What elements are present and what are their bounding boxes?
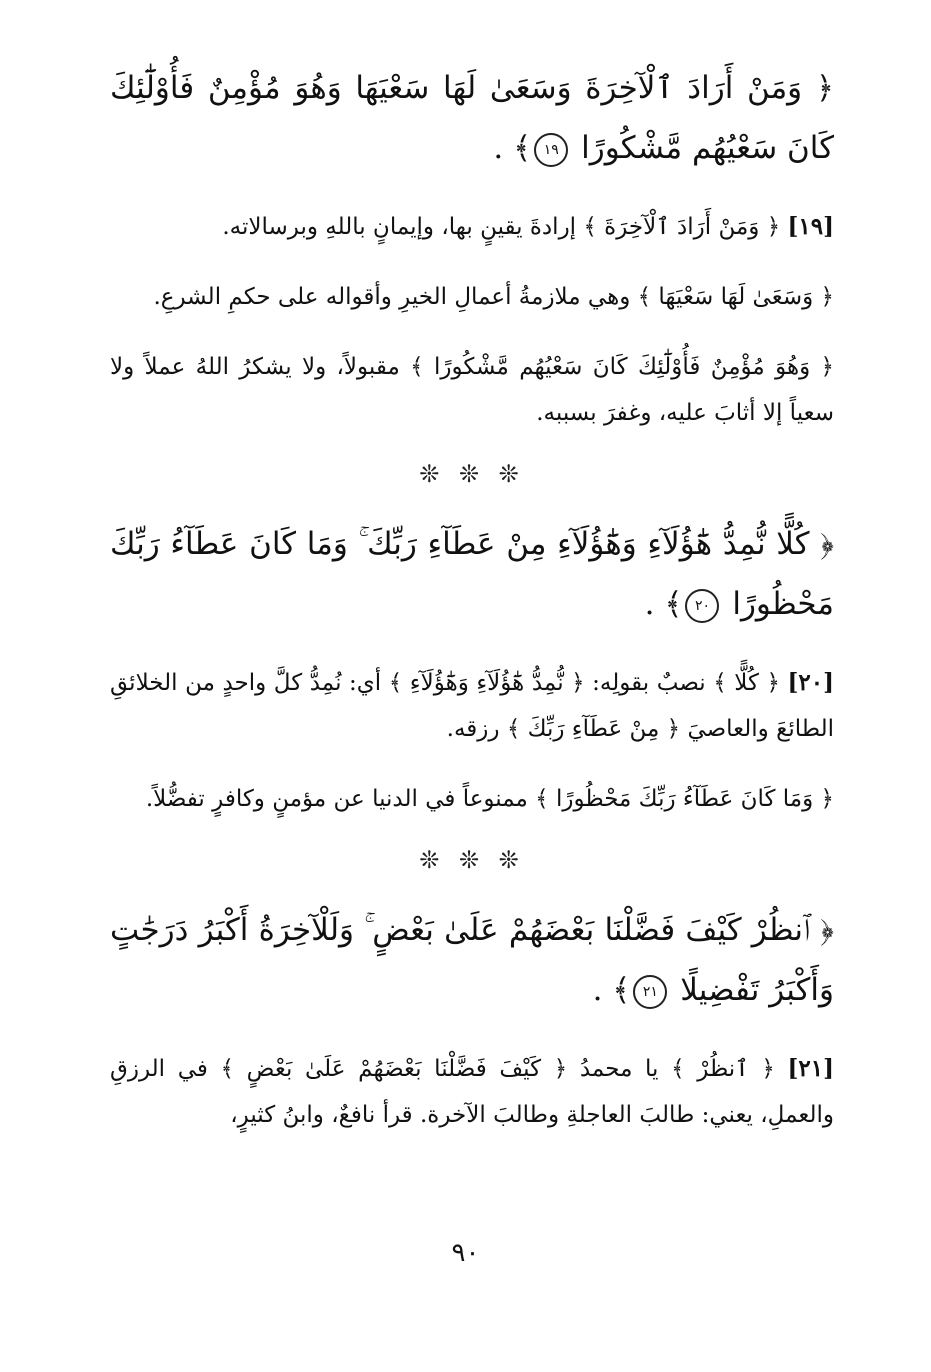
section-separator: ❊ ❊ ❊ <box>419 846 525 874</box>
page-body <box>110 58 834 1162</box>
verse-20: ﴿ كُلًّا نُّمِدُّ هَٰٓؤُلَآءِ وَهَٰٓؤُلَآءِ مِنْ عَطَآءِ رَبِّكَ ۚ وَمَا كَانَ عَطَآءُ رَبِّكَ مَحْظُورًا ٢٠﴾ . <box>110 526 834 622</box>
commentary-19-b: ﴿ وَسَعَىٰ لَهَا سَعْيَهَا ﴾ وهي ملازمةُ أعمالِ الخيرِ وأقواله على حكمِ الشرعِ. <box>153 284 834 310</box>
verse-number-marker: ٢١ <box>633 975 667 1009</box>
verse-21: ﴿ ٱنظُرْ كَيْفَ فَضَّلْنَا بَعْضَهُمْ عَلَىٰ بَعْضٍ ۚ وَلَلْآخِرَةُ أَكْبَرُ دَرَجَٰتٍ وَأَكْبَرُ تَفْضِيلًا ٢١﴾ . <box>110 912 834 1008</box>
page-number: ٩٠ <box>451 1238 480 1268</box>
commentary-20-b: ﴿ وَمَا كَانَ عَطَآءُ رَبِّكَ مَحْظُورًا ﴾ ممنوعاً في الدنيا عن مؤمنٍ وكافرٍ تفضُّلاً. <box>145 786 834 812</box>
verse-ref: [٢٠] <box>787 669 835 696</box>
verse-number-marker: ٢٠ <box>685 589 719 623</box>
commentary-19-c: ﴿ وَهُوَ مُؤْمِنٌ فَأُوْلَٰٓئِكَ كَانَ سَعْيُهُم مَّشْكُورًا ﴾ مقبولاً، ولا يشكرُ اللهُ عملاً ولا سعياً إلا أثابَ عليه، وغفرَ بسببه. <box>110 354 834 426</box>
commentary-20-a: [٢٠] ﴿ كُلًّا ﴾ نصبٌ بقولِه: ﴿ نُّمِدُّ هَٰٓؤُلَآءِ وَهَٰٓؤُلَآءِ ﴾ أي: نُمِدُّ كلَّ واحدٍ من الخلائقِ الطائعَ والعاصيَ ﴿ مِنْ عَطَآءِ رَبِّكَ ﴾ رزقه. <box>110 669 835 742</box>
section-separator: ❊ ❊ ❊ <box>419 460 525 488</box>
verse-ref: [١٩] <box>787 213 834 240</box>
verse-ref: [٢١] <box>787 1055 834 1082</box>
verse-19: ﴿ وَمَنْ أَرَادَ ٱلْآخِرَةَ وَسَعَىٰ لَهَا سَعْيَهَا وَهُوَ مُؤْمِنٌ فَأُوْلَٰٓئِكَ كَانَ سَعْيُهُم مَّشْكُورًا ١٩﴾ . <box>110 70 834 166</box>
commentary-19-a: [١٩] ﴿ وَمَنْ أَرَادَ ٱلْآخِرَةَ ﴾ إرادةَ يقينٍ بها، وإيمانٍ باللهِ وبرسالاته. <box>222 213 834 240</box>
commentary-21-a: [٢١] ﴿ ٱنظُرْ ﴾ يا محمدُ ﴿ كَيْفَ فَضَّلْنَا بَعْضَهُمْ عَلَىٰ بَعْضٍ ﴾ في الرزقِ والعملِ، يعني: طالبَ العاجلةِ وطالبَ الآخرة. قرأ نافعٌ، وابنُ كثيرٍ، <box>110 1055 834 1128</box>
verse-number-marker: ١٩ <box>534 133 568 167</box>
